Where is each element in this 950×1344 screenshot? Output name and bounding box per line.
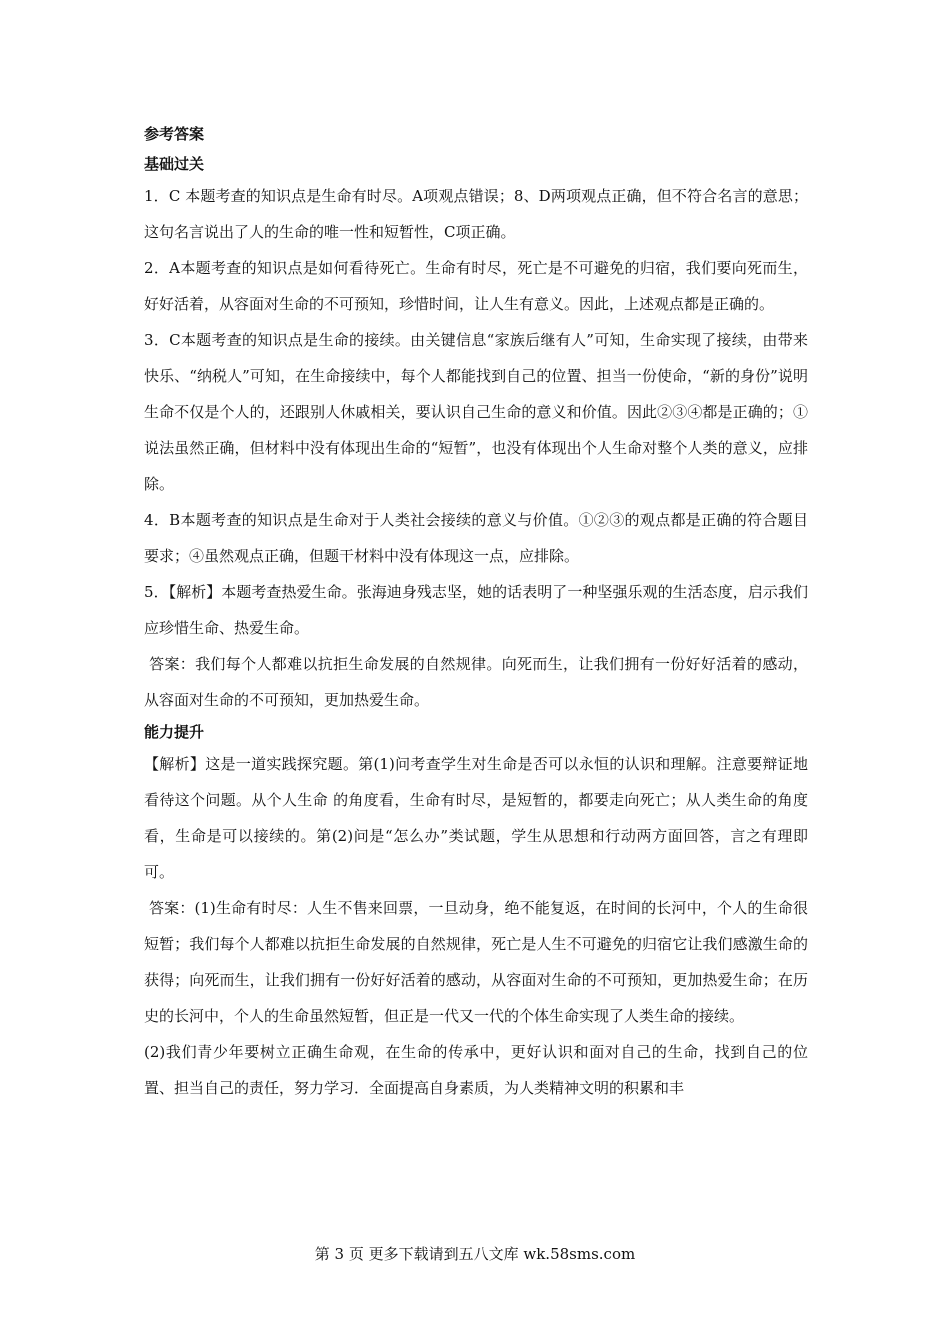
heading-reference-answer: 参考答案 — [144, 125, 205, 143]
answer-paragraph-4: 4．B本题考查的知识点是生命对于人类社会接续的意义与价值。①②③的观点都是正确的符合题目要求；④虽然观点正确，但题干材料中没有体现这一点，应排除。 — [144, 511, 808, 565]
answer-paragraph-1: 1．C 本题考查的知识点是生命有时尽。A项观点错误；8、D两项观点正确，但不符合名言的意思；这句名言说出了人的生命的唯一性和短暂性，C项正确。 — [144, 187, 808, 241]
answer-paragraph-ability: 答案：(1)生命有时尽：人生不售来回票，一旦动身，绝不能复返，在时间的长河中，个人的生命很短暂；我们每个人都难以抗拒生命发展的自然规律，死亡是人生不可避免的归宿它让我们感激生命的获得；向死而生，让我们拥有一份好好活着的感动，从容面对生命的不可预知，更加热爱生命；在历史的长河中，个人的生命虽然短暂，但正是一代又一代的个体生命实现了人类生命的接续。 — [144, 899, 808, 1025]
heading-ability: 能力提升 — [144, 723, 205, 741]
document-body — [144, 124, 808, 1106]
answer-paragraph-3: 3．C本题考查的知识点是生命的接续。由关键信息“家族后继有人”可知，生命实现了接续，由带来快乐、“纳税人”可知，在生命接续中，每个人都能找到自己的位置、担当一份使命，“新的身份”说明生命不仅是个人的，还跟别人休戚相关，要认识自己生命的意义和价值。因此②③④都是正确的；①说法虽然正确，但材料中没有体现出生命的“短暂”，也没有体现出个人生命对整个人类的意义，应排除。 — [144, 331, 808, 493]
answer-paragraph-5: 5．【解析】本题考查热爱生命。张海迪身残志坚，她的话表明了一种坚强乐观的生活态度，启示我们应珍惜生命、热爱生命。 — [144, 583, 808, 637]
answer-paragraph-2: 2．A本题考查的知识点是如何看待死亡。生命有时尽，死亡是不可避免的归宿，我们要向死而生，好好活着，从容面对生命的不可预知，珍惜时间，让人生有意义。因此，上述观点都是正确的。 — [144, 259, 808, 313]
answer-paragraph-5-answer: 答案：我们每个人都难以抗拒生命发展的自然规律。向死而生，让我们拥有一份好好活着的感动，从容面对生命的不可预知，更加热爱生命。 — [144, 655, 808, 709]
page-footer: 第 3 页 更多下载请到五八文库 wk.58sms.com — [314, 1245, 636, 1263]
heading-basic: 基础过关 — [144, 155, 205, 173]
analysis-paragraph: 【解析】这是一道实践探究题。第(1)问考查学生对生命是否可以永恒的认识和理解。注意要辩证地看待这个问题。从个人生命 的角度看，生命有时尽，是短暂的，都要走向死亡；从人类生命的角度看，生命是可以接续的。第(2)问是“怎么办”类试题，学生从思想和行动两方面回答，言之有理即可。 — [144, 755, 808, 881]
answer-paragraph-ability-2: (2)我们青少年要树立正确生命观，在生命的传承中，更好认识和面对自己的生命，找到自己的位置、担当自己的责任，努力学习．全面提高自身素质，为人类精神文明的积累和丰 — [144, 1043, 808, 1097]
